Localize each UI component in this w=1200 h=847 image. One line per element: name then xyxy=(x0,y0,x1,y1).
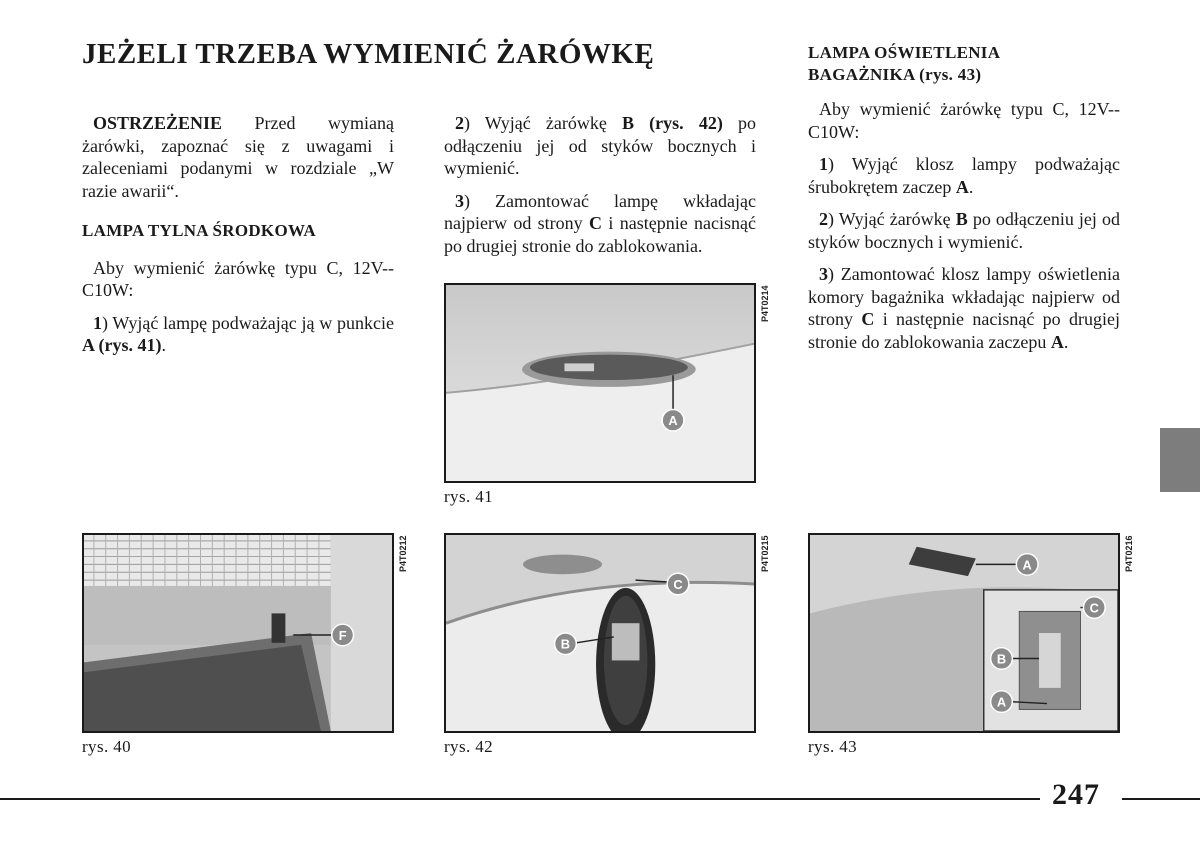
step-text: i następnie nacisnąć po drugiej stronie do zablokowania zaczepu xyxy=(808,309,1120,352)
step-3-paragraph xyxy=(444,190,756,258)
step-text: ) Wyjąć lampę podważając ją w punkcie xyxy=(102,312,394,333)
column-right xyxy=(808,42,1120,363)
step-number: 3 xyxy=(455,190,464,211)
lamp-bulb-illustration xyxy=(446,535,754,731)
figure-code: P4T0214 xyxy=(760,285,770,322)
callout-label: A xyxy=(996,694,1007,710)
step-text: ) Zamontować lampę wkładając najpierw od strony xyxy=(444,190,756,233)
callout-label: A xyxy=(1022,557,1032,573)
callout-label: C xyxy=(1089,600,1099,616)
heading-line-2: BAGAŻNIKA (rys. 43) xyxy=(808,65,982,84)
callout-label: C xyxy=(673,576,683,592)
figure-caption: rys. 42 xyxy=(444,737,494,756)
callout-label: F xyxy=(338,627,347,643)
figure-40-image xyxy=(82,533,394,733)
warning-paragraph xyxy=(82,112,394,202)
callout-label: B xyxy=(996,651,1007,667)
trunk-lamp-detail-illustration xyxy=(810,535,1118,731)
step-text: . xyxy=(968,176,974,197)
roof-lamp-illustration xyxy=(446,285,754,481)
step-text: ) Zamontować klosz lampy oświetlenia komory bagażnika wkładając najpierw od strony xyxy=(808,264,1120,329)
figure-caption: rys. 40 xyxy=(82,737,132,756)
step-text: i następnie nacisnąć po drugiej stronie do zablokowania. xyxy=(444,213,756,256)
figure-caption: rys. 43 xyxy=(808,737,858,756)
grille-pattern xyxy=(84,535,331,586)
label-reference: C xyxy=(589,213,603,233)
step-number: 1 xyxy=(93,312,102,333)
step-1-paragraph xyxy=(82,312,394,357)
figure-code: P4T0212 xyxy=(398,535,408,572)
footer-rule-right xyxy=(1122,798,1200,800)
figure-42-image xyxy=(444,533,756,733)
step-1-paragraph xyxy=(808,153,1120,198)
page-number: 247 xyxy=(1052,778,1100,811)
step-text: ) Wyjąć żarówkę xyxy=(464,113,623,133)
step-text: ) Wyjąć klosz lampy podważając śrubokrętem zaczep xyxy=(808,154,1120,197)
step-number: 2 xyxy=(455,113,464,133)
heading-line-1: LAMPA OŚWIETLENIA xyxy=(808,43,1001,62)
step-text: po odłączeniu jej od styków bocznych i wymienić. xyxy=(808,209,1120,252)
step-2-paragraph xyxy=(444,112,756,180)
step-text-end: . xyxy=(161,335,166,355)
figure-41-image xyxy=(444,283,756,483)
step-number: 1 xyxy=(819,154,828,174)
callout-label: A xyxy=(668,413,678,429)
step-number: 3 xyxy=(819,264,828,284)
step-2-paragraph xyxy=(808,208,1120,253)
step-text: ) Wyjąć żarówkę xyxy=(828,209,956,229)
warning-label: OSTRZEŻENIE xyxy=(93,113,223,133)
page-title: JEŻELI TRZEBA WYMIENIĆ ŻARÓWKĘ xyxy=(82,38,655,70)
intro-paragraph: Aby wymienić żarówkę typu C, 12V--C10W: xyxy=(82,257,394,300)
label-reference: B xyxy=(955,209,968,229)
column-middle xyxy=(444,112,756,267)
trunk-lamp-illustration xyxy=(84,535,392,731)
figure-reference: A (rys. 41) xyxy=(82,335,162,355)
step-number: 2 xyxy=(819,209,828,229)
step-3-paragraph xyxy=(808,263,1120,353)
figure-code: P4T0215 xyxy=(760,535,770,572)
label-reference: A xyxy=(955,176,969,197)
step-text: po odłączeniu jej od styków bocznych i wymienić. xyxy=(444,113,756,178)
figure-caption: rys. 41 xyxy=(444,487,494,506)
intro-paragraph: Aby wymienić żarówkę typu C, 12V--C10W: xyxy=(808,99,1120,142)
label-reference: C xyxy=(861,309,875,329)
figure-reference: B (rys. 42) xyxy=(622,113,723,133)
warning-text: Przed wymianą żarówki, zapoznać się z uwagami i zaleceniami podanymi w rozdziale „W razie awarii“. xyxy=(82,113,394,201)
label-reference: A xyxy=(1050,331,1064,352)
section-heading-trunk-lamp xyxy=(808,42,1120,86)
figure-code: P4T0216 xyxy=(1124,535,1134,572)
column-left xyxy=(82,112,394,367)
step-text: . xyxy=(1063,331,1069,352)
figure-43-image xyxy=(808,533,1120,733)
chapter-tab xyxy=(1160,428,1200,492)
callout-label: B xyxy=(560,636,571,652)
section-heading-rear-center-lamp: LAMPA TYLNA ŚRODKOWA xyxy=(82,221,316,240)
footer-rule-left xyxy=(0,798,1040,800)
